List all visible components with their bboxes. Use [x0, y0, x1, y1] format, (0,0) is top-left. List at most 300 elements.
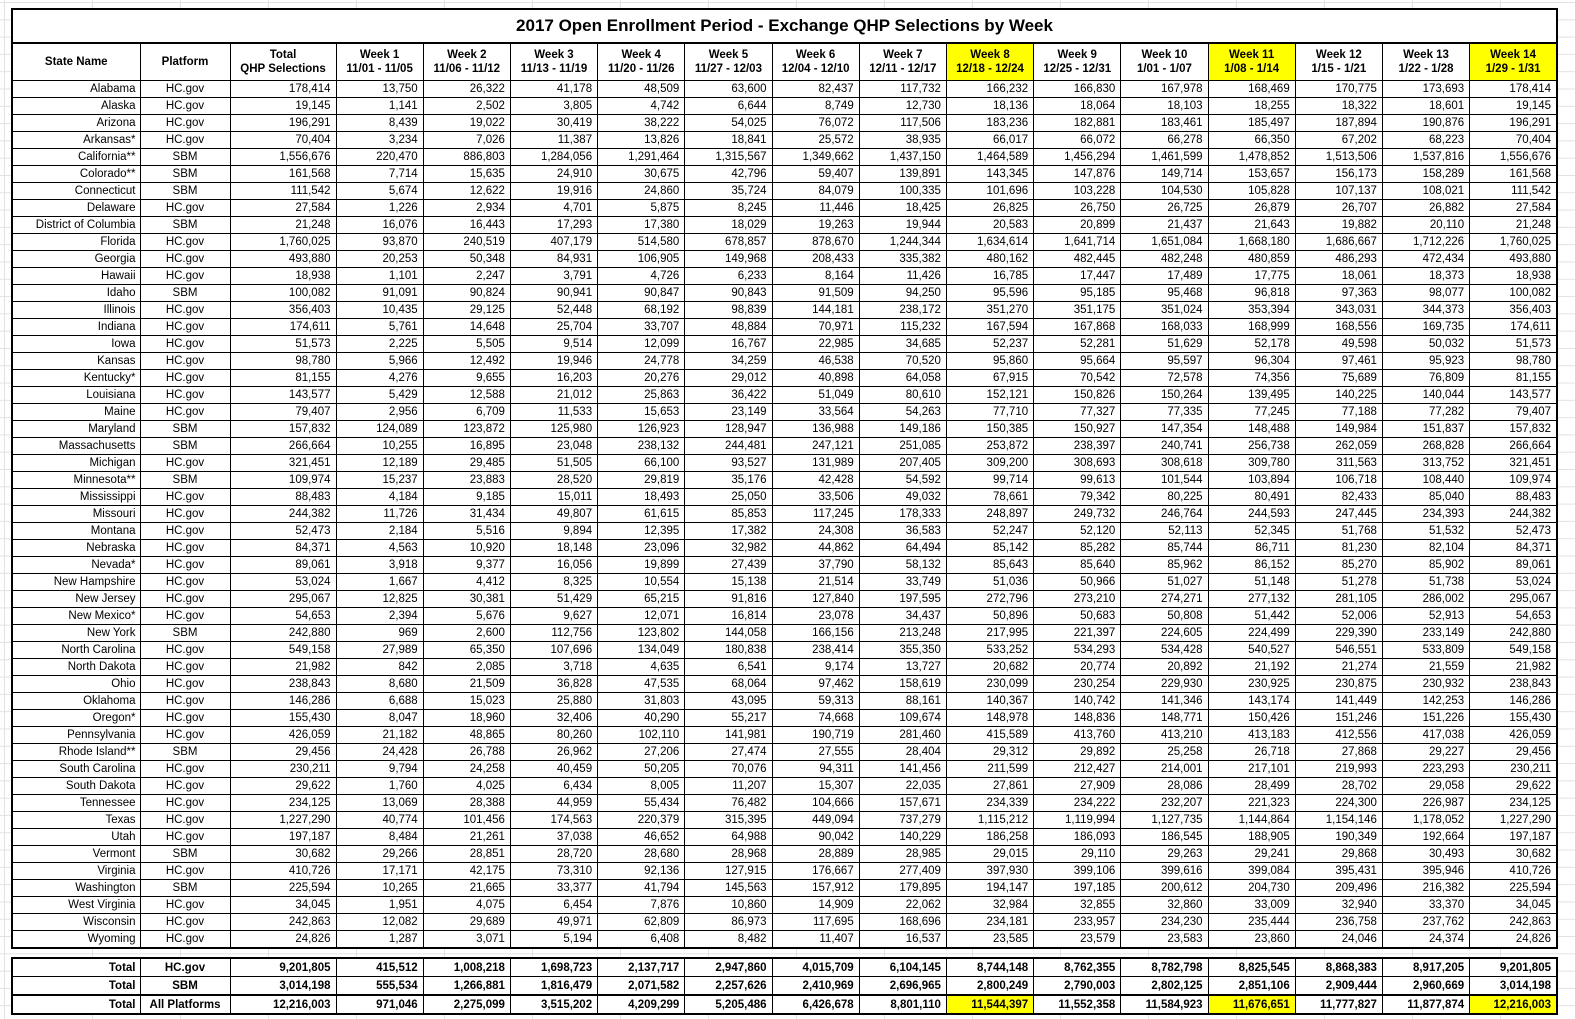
week-2-cell: 50,348 [423, 251, 510, 268]
state-name-cell: West Virginia [12, 897, 140, 914]
week-4-cell: 38,222 [598, 115, 685, 132]
total-qhp-cell: 27,584 [230, 200, 336, 217]
week-2-cell: 18,960 [423, 710, 510, 727]
week-8-cell: 52,247 [946, 523, 1033, 540]
week-12-cell: 51,278 [1295, 574, 1382, 591]
week-11-cell: 33,009 [1208, 897, 1295, 914]
column-header-state-name [12, 43, 140, 81]
week-3-cell: 11,387 [510, 132, 597, 149]
column-sublabel: QHP Selections [240, 63, 326, 75]
week-6-cell: 157,912 [772, 880, 859, 897]
week-14-cell: 89,061 [1470, 557, 1557, 574]
week-5-cell: 93,527 [685, 455, 772, 472]
week-14-cell: 29,622 [1470, 778, 1557, 795]
week-11-cell: 1,668,180 [1208, 234, 1295, 251]
week-5-cell: 180,838 [685, 642, 772, 659]
week-4-cell: 46,652 [598, 829, 685, 846]
week-11-cell: 21,192 [1208, 659, 1295, 676]
week-7-cell: 238,172 [859, 302, 946, 319]
week-12-cell: 29,868 [1295, 846, 1382, 863]
week-9-cell: 2,790,003 [1034, 977, 1121, 996]
platform-cell: SBM [140, 846, 230, 863]
total-qhp-cell: 53,024 [230, 574, 336, 591]
table-row [12, 523, 1557, 540]
week-13-cell: 82,104 [1382, 540, 1469, 557]
week-10-cell: 51,027 [1121, 574, 1208, 591]
state-name-cell: Wisconsin [12, 914, 140, 931]
week-7-cell: 80,610 [859, 387, 946, 404]
week-8-cell: 95,860 [946, 353, 1033, 370]
week-1-cell: 24,428 [336, 744, 423, 761]
table-row [12, 251, 1557, 268]
platform-cell: SBM [140, 438, 230, 455]
week-13-cell: 50,032 [1382, 336, 1469, 353]
week-4-cell: 66,100 [598, 455, 685, 472]
week-4-cell: 220,379 [598, 812, 685, 829]
week-3-cell: 36,828 [510, 676, 597, 693]
table-row [12, 285, 1557, 302]
week-1-cell: 8,680 [336, 676, 423, 693]
week-12-cell: 107,137 [1295, 183, 1382, 200]
week-8-cell: 77,710 [946, 404, 1033, 421]
column-label: Week 12 [1315, 48, 1362, 61]
week-11-cell: 168,469 [1208, 81, 1295, 98]
column-sublabel: 1/08 - 1/14 [1224, 63, 1280, 75]
week-6-cell: 40,898 [772, 370, 859, 387]
week-11-cell: 28,499 [1208, 778, 1295, 795]
week-3-cell: 112,756 [510, 625, 597, 642]
total-platform-cell: All Platforms [140, 995, 230, 1014]
week-1-cell: 5,966 [336, 353, 423, 370]
week-14-cell: 549,158 [1470, 642, 1557, 659]
total-qhp-cell: 29,622 [230, 778, 336, 795]
week-13-cell: 52,913 [1382, 608, 1469, 625]
week-9-cell: 18,064 [1034, 98, 1121, 115]
column-sublabel: 1/22 - 1/28 [1398, 63, 1454, 75]
week-13-cell: 192,664 [1382, 829, 1469, 846]
week-1-cell: 555,534 [336, 977, 423, 996]
week-10-cell: 85,744 [1121, 540, 1208, 557]
week-2-cell: 1,008,218 [423, 958, 510, 977]
state-name-cell: Utah [12, 829, 140, 846]
platform-cell: SBM [140, 183, 230, 200]
week-2-cell: 4,025 [423, 778, 510, 795]
table-row [12, 642, 1557, 659]
week-6-cell: 90,042 [772, 829, 859, 846]
week-6-cell: 9,174 [772, 659, 859, 676]
week-6-cell: 8,164 [772, 268, 859, 285]
week-12-cell: 170,775 [1295, 81, 1382, 98]
week-14-cell: 174,611 [1470, 319, 1557, 336]
week-6-cell: 59,313 [772, 693, 859, 710]
week-13-cell: 2,960,669 [1382, 977, 1469, 996]
week-11-cell: 21,643 [1208, 217, 1295, 234]
column-header-platform [140, 43, 230, 81]
total-qhp-cell: 51,573 [230, 336, 336, 353]
total-qhp-cell: 98,780 [230, 353, 336, 370]
week-12-cell: 1,686,667 [1295, 234, 1382, 251]
week-10-cell: 77,335 [1121, 404, 1208, 421]
platform-cell: HC.gov [140, 795, 230, 812]
week-9-cell: 27,909 [1034, 778, 1121, 795]
week-11-cell: 77,245 [1208, 404, 1295, 421]
week-12-cell: 82,433 [1295, 489, 1382, 506]
week-6-cell: 84,079 [772, 183, 859, 200]
platform-cell: HC.gov [140, 455, 230, 472]
week-9-cell: 1,119,994 [1034, 812, 1121, 829]
week-3-cell: 80,260 [510, 727, 597, 744]
week-11-cell: 66,350 [1208, 132, 1295, 149]
week-13-cell: 151,837 [1382, 421, 1469, 438]
platform-cell: HC.gov [140, 591, 230, 608]
week-14-cell: 196,291 [1470, 115, 1557, 132]
week-14-cell: 51,573 [1470, 336, 1557, 353]
week-6-cell: 104,666 [772, 795, 859, 812]
week-4-cell: 33,707 [598, 319, 685, 336]
week-2-cell: 28,851 [423, 846, 510, 863]
week-1-cell: 2,225 [336, 336, 423, 353]
week-13-cell: 85,902 [1382, 557, 1469, 574]
week-10-cell: 101,544 [1121, 472, 1208, 489]
week-11-cell: 18,255 [1208, 98, 1295, 115]
week-2-cell: 2,275,099 [423, 995, 510, 1014]
week-8-cell: 143,345 [946, 166, 1033, 183]
week-10-cell: 28,086 [1121, 778, 1208, 795]
table-row [12, 455, 1557, 472]
table-row [12, 200, 1557, 217]
week-13-cell: 85,040 [1382, 489, 1469, 506]
week-2-cell: 2,502 [423, 98, 510, 115]
platform-cell: HC.gov [140, 676, 230, 693]
table-row [12, 727, 1557, 744]
week-5-cell: 25,050 [685, 489, 772, 506]
state-name-cell: North Dakota [12, 659, 140, 676]
title-row [12, 9, 1557, 43]
week-14-cell: 266,664 [1470, 438, 1557, 455]
week-13-cell: 108,440 [1382, 472, 1469, 489]
table-row [12, 234, 1557, 251]
table-row [12, 506, 1557, 523]
week-14-cell: 30,682 [1470, 846, 1557, 863]
week-5-cell: 128,947 [685, 421, 772, 438]
week-4-cell: 29,819 [598, 472, 685, 489]
total-qhp-cell: 18,938 [230, 268, 336, 285]
week-11-cell: 80,491 [1208, 489, 1295, 506]
week-14-cell: 54,653 [1470, 608, 1557, 625]
week-11-cell: 29,241 [1208, 846, 1295, 863]
state-rows [12, 81, 1557, 949]
total-qhp-cell: 234,125 [230, 795, 336, 812]
week-2-cell: 42,175 [423, 863, 510, 880]
week-7-cell: 12,730 [859, 98, 946, 115]
week-10-cell: 168,033 [1121, 319, 1208, 336]
week-7-cell: 16,537 [859, 931, 946, 949]
week-5-cell: 8,245 [685, 200, 772, 217]
week-4-cell: 65,215 [598, 591, 685, 608]
week-7-cell: 277,409 [859, 863, 946, 880]
week-7-cell: 109,674 [859, 710, 946, 727]
total-qhp-cell: 89,061 [230, 557, 336, 574]
week-8-cell: 50,896 [946, 608, 1033, 625]
week-1-cell: 842 [336, 659, 423, 676]
platform-cell: HC.gov [140, 115, 230, 132]
total-qhp-cell: 109,974 [230, 472, 336, 489]
week-7-cell: 58,132 [859, 557, 946, 574]
week-11-cell: 277,132 [1208, 591, 1295, 608]
total-qhp-cell: 143,577 [230, 387, 336, 404]
week-5-cell: 27,439 [685, 557, 772, 574]
week-6-cell: 2,410,969 [772, 977, 859, 996]
week-12-cell: 28,702 [1295, 778, 1382, 795]
week-5-cell: 64,988 [685, 829, 772, 846]
week-1-cell: 4,563 [336, 540, 423, 557]
week-3-cell: 5,194 [510, 931, 597, 949]
week-12-cell: 412,556 [1295, 727, 1382, 744]
week-12-cell: 49,598 [1295, 336, 1382, 353]
total-qhp-cell: 155,430 [230, 710, 336, 727]
week-3-cell: 51,429 [510, 591, 597, 608]
week-5-cell: 29,012 [685, 370, 772, 387]
week-8-cell: 167,594 [946, 319, 1033, 336]
week-6-cell: 25,572 [772, 132, 859, 149]
week-1-cell: 12,825 [336, 591, 423, 608]
week-9-cell: 233,957 [1034, 914, 1121, 931]
week-8-cell: 11,544,397 [946, 995, 1033, 1014]
week-5-cell: 23,149 [685, 404, 772, 421]
platform-cell: HC.gov [140, 319, 230, 336]
column-header-week-14 [1470, 43, 1557, 81]
week-12-cell: 1,513,506 [1295, 149, 1382, 166]
week-3-cell: 125,980 [510, 421, 597, 438]
week-1-cell: 1,951 [336, 897, 423, 914]
week-6-cell: 46,538 [772, 353, 859, 370]
week-12-cell: 19,882 [1295, 217, 1382, 234]
week-14-cell: 410,726 [1470, 863, 1557, 880]
week-9-cell: 413,760 [1034, 727, 1121, 744]
week-2-cell: 5,676 [423, 608, 510, 625]
week-3-cell: 33,377 [510, 880, 597, 897]
week-14-cell: 157,832 [1470, 421, 1557, 438]
week-14-cell: 197,187 [1470, 829, 1557, 846]
week-10-cell: 2,802,125 [1121, 977, 1208, 996]
week-3-cell: 41,178 [510, 81, 597, 98]
state-name-cell: Tennessee [12, 795, 140, 812]
state-name-cell: Arkansas* [12, 132, 140, 149]
week-14-cell: 34,045 [1470, 897, 1557, 914]
week-11-cell: 2,851,106 [1208, 977, 1295, 996]
week-9-cell: 77,327 [1034, 404, 1121, 421]
column-sublabel: 1/29 - 1/31 [1485, 63, 1541, 75]
column-label: Week 5 [708, 48, 749, 61]
state-name-cell: Kentucky* [12, 370, 140, 387]
week-13-cell: 169,735 [1382, 319, 1469, 336]
column-header-week-12 [1295, 43, 1382, 81]
week-13-cell: 233,149 [1382, 625, 1469, 642]
week-9-cell: 103,228 [1034, 183, 1121, 200]
week-13-cell: 1,178,052 [1382, 812, 1469, 829]
week-14-cell: 100,082 [1470, 285, 1557, 302]
week-4-cell: 55,434 [598, 795, 685, 812]
week-7-cell: 28,985 [859, 846, 946, 863]
week-4-cell: 1,291,464 [598, 149, 685, 166]
week-12-cell: 247,445 [1295, 506, 1382, 523]
week-6-cell: 117,245 [772, 506, 859, 523]
week-2-cell: 12,492 [423, 353, 510, 370]
table-row [12, 812, 1557, 829]
week-2-cell: 12,622 [423, 183, 510, 200]
week-11-cell: 224,499 [1208, 625, 1295, 642]
week-13-cell: 142,253 [1382, 693, 1469, 710]
week-5-cell: 2,947,860 [685, 958, 772, 977]
week-4-cell: 123,802 [598, 625, 685, 642]
week-13-cell: 234,393 [1382, 506, 1469, 523]
week-5-cell: 18,029 [685, 217, 772, 234]
week-4-cell: 15,653 [598, 404, 685, 421]
week-7-cell: 34,437 [859, 608, 946, 625]
week-1-cell: 1,101 [336, 268, 423, 285]
week-7-cell: 54,592 [859, 472, 946, 489]
week-3-cell: 84,931 [510, 251, 597, 268]
week-7-cell: 207,405 [859, 455, 946, 472]
week-14-cell: 81,155 [1470, 370, 1557, 387]
week-2-cell: 9,655 [423, 370, 510, 387]
week-5-cell: 127,915 [685, 863, 772, 880]
week-12-cell: 52,006 [1295, 608, 1382, 625]
week-7-cell: 36,583 [859, 523, 946, 540]
week-9-cell: 79,342 [1034, 489, 1121, 506]
table-row [12, 319, 1557, 336]
week-10-cell: 232,207 [1121, 795, 1208, 812]
week-5-cell: 141,981 [685, 727, 772, 744]
total-qhp-cell: 29,456 [230, 744, 336, 761]
platform-cell: HC.gov [140, 234, 230, 251]
week-3-cell: 30,419 [510, 115, 597, 132]
week-1-cell: 4,276 [336, 370, 423, 387]
week-4-cell: 514,580 [598, 234, 685, 251]
table-row [12, 370, 1557, 387]
week-11-cell: 188,905 [1208, 829, 1295, 846]
column-header-week-8 [946, 43, 1033, 81]
week-8-cell: 152,121 [946, 387, 1033, 404]
week-12-cell: 77,188 [1295, 404, 1382, 421]
column-sublabel: 12/11 - 12/17 [869, 63, 937, 75]
week-2-cell: 3,071 [423, 931, 510, 949]
week-10-cell: 148,771 [1121, 710, 1208, 727]
week-8-cell: 8,744,148 [946, 958, 1033, 977]
total-qhp-cell: 34,045 [230, 897, 336, 914]
total-row-hc-gov [12, 958, 1557, 977]
week-3-cell: 17,293 [510, 217, 597, 234]
week-13-cell: 173,693 [1382, 81, 1469, 98]
week-11-cell: 17,775 [1208, 268, 1295, 285]
week-5-cell: 5,205,486 [685, 995, 772, 1014]
column-header-week-3 [510, 43, 597, 81]
state-name-cell: New Hampshire [12, 574, 140, 591]
week-6-cell: 166,156 [772, 625, 859, 642]
week-12-cell: 2,909,444 [1295, 977, 1382, 996]
week-3-cell: 11,533 [510, 404, 597, 421]
week-4-cell: 68,192 [598, 302, 685, 319]
table-row [12, 149, 1557, 166]
week-5-cell: 149,968 [685, 251, 772, 268]
week-5-cell: 10,860 [685, 897, 772, 914]
week-13-cell: 230,932 [1382, 676, 1469, 693]
week-12-cell: 67,202 [1295, 132, 1382, 149]
week-10-cell: 534,428 [1121, 642, 1208, 659]
week-12-cell: 18,061 [1295, 268, 1382, 285]
week-11-cell: 51,148 [1208, 574, 1295, 591]
week-10-cell: 72,578 [1121, 370, 1208, 387]
week-14-cell: 1,227,290 [1470, 812, 1557, 829]
platform-cell: HC.gov [140, 778, 230, 795]
week-14-cell: 238,843 [1470, 676, 1557, 693]
week-12-cell: 262,059 [1295, 438, 1382, 455]
week-11-cell: 26,718 [1208, 744, 1295, 761]
week-14-cell: 1,760,025 [1470, 234, 1557, 251]
week-12-cell: 281,105 [1295, 591, 1382, 608]
table-row [12, 625, 1557, 642]
week-2-cell: 19,022 [423, 115, 510, 132]
week-8-cell: 1,634,614 [946, 234, 1033, 251]
week-10-cell: 18,103 [1121, 98, 1208, 115]
week-6-cell: 11,446 [772, 200, 859, 217]
week-4-cell: 4,635 [598, 659, 685, 676]
table-row [12, 336, 1557, 353]
state-name-cell: Hawaii [12, 268, 140, 285]
total-qhp-cell: 242,880 [230, 625, 336, 642]
state-name-cell: Connecticut [12, 183, 140, 200]
week-1-cell: 2,394 [336, 608, 423, 625]
week-1-cell: 12,082 [336, 914, 423, 931]
platform-cell: HC.gov [140, 506, 230, 523]
week-9-cell: 221,397 [1034, 625, 1121, 642]
week-11-cell: 23,860 [1208, 931, 1295, 949]
week-4-cell: 12,099 [598, 336, 685, 353]
week-13-cell: 33,370 [1382, 897, 1469, 914]
week-1-cell: 10,435 [336, 302, 423, 319]
week-7-cell: 335,382 [859, 251, 946, 268]
week-13-cell: 77,282 [1382, 404, 1469, 421]
week-8-cell: 150,385 [946, 421, 1033, 438]
table-row [12, 557, 1557, 574]
total-qhp-cell: 174,611 [230, 319, 336, 336]
week-10-cell: 351,024 [1121, 302, 1208, 319]
week-6-cell: 59,407 [772, 166, 859, 183]
week-6-cell: 449,094 [772, 812, 859, 829]
platform-cell: HC.gov [140, 302, 230, 319]
week-11-cell: 480,859 [1208, 251, 1295, 268]
week-2-cell: 15,635 [423, 166, 510, 183]
total-qhp-cell: 54,653 [230, 608, 336, 625]
week-4-cell: 18,493 [598, 489, 685, 506]
total-qhp-cell: 12,216,003 [230, 995, 336, 1014]
week-4-cell: 5,875 [598, 200, 685, 217]
column-label: Week 4 [621, 48, 661, 61]
week-2-cell: 21,509 [423, 676, 510, 693]
week-7-cell: 28,404 [859, 744, 946, 761]
week-14-cell: 225,594 [1470, 880, 1557, 897]
week-11-cell: 168,999 [1208, 319, 1295, 336]
week-2-cell: 10,920 [423, 540, 510, 557]
week-7-cell: 141,456 [859, 761, 946, 778]
total-qhp-cell: 321,451 [230, 455, 336, 472]
state-name-cell: Minnesota** [12, 472, 140, 489]
week-7-cell: 737,279 [859, 812, 946, 829]
week-6-cell: 74,668 [772, 710, 859, 727]
week-3-cell: 25,704 [510, 319, 597, 336]
week-2-cell: 21,261 [423, 829, 510, 846]
column-sublabel: 1/15 - 1/21 [1311, 63, 1367, 75]
